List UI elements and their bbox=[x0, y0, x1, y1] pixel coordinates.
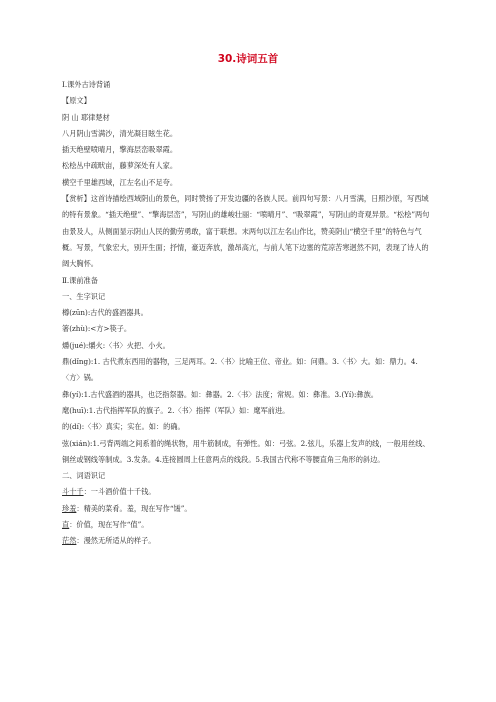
poem-title: 阴 山 耶律楚材 bbox=[62, 112, 110, 122]
vocab-item bbox=[62, 501, 434, 517]
vocab-term: 直 bbox=[62, 520, 70, 530]
vocab-item bbox=[62, 533, 434, 549]
char-item: 箸(zhù):<方>筷子。 bbox=[62, 324, 132, 334]
subheading-characters: 一、生字识记 bbox=[62, 291, 106, 301]
subheading-vocabulary: 二、词语识记 bbox=[62, 471, 106, 481]
poem-line: 插天绝壁喷晴月，擎海层峦吸翠霞。 bbox=[62, 145, 178, 155]
appreciation-label: 【赏析】 bbox=[62, 194, 91, 204]
document-title: 30.诗词五首 bbox=[217, 53, 279, 65]
vocab-definition: ：价值，现在写作“值”。 bbox=[69, 520, 149, 530]
section-heading-1: Ⅰ.课外古诗背诵 bbox=[62, 80, 111, 89]
poem-line: 八月阴山雪满沙，清光凝目眩生花。 bbox=[62, 128, 178, 138]
char-item: 爝(jué):爝火:〈书〉火把、小火。 bbox=[62, 340, 170, 350]
vocab-definition: ：精美的菜肴。羞，现在写作“馐”。 bbox=[76, 503, 192, 513]
appreciation-paragraph bbox=[62, 191, 434, 272]
document-page bbox=[62, 52, 434, 550]
vocab-item bbox=[62, 484, 434, 500]
char-item: 的(dí):〈书〉真实；实在。如：的确。 bbox=[62, 422, 185, 432]
original-label: 【原文】 bbox=[62, 96, 91, 106]
vocab-term: 珍羞 bbox=[62, 503, 77, 513]
vocab-term: 茫然 bbox=[62, 536, 77, 546]
char-item: 鼎(dǐng):1. 古代煮东西用的器物，三足两耳。2.〈书〉比喻王位、帝业。如：问鼎。3.〈书〉大。如：鼎力。4.〈方〉锅。 bbox=[62, 357, 418, 383]
vocab-item bbox=[62, 517, 434, 533]
char-item: 弦(xián):1.弓背两端之间系着的绳状物，用牛筋制成，有弹性。如：弓弦。2.弦儿，乐器上发声的线，一般用丝线、铜丝或钢线等制成。3.发条。4.连接圆周上任意两点的线段。5.我国古代称不等腰直角三角形的斜边。 bbox=[62, 438, 430, 464]
char-item: 麾(huī):1.古代指挥军队的旗子。2.〈书〉指挥（军队）如：麾军前进。 bbox=[62, 405, 290, 415]
char-item: 樽(zūn):古代的盛酒器具。 bbox=[62, 308, 148, 318]
poem-line: 松桧丛中疏畎亩，藤萝深处有人家。 bbox=[62, 161, 178, 171]
vocab-term: 斗十千 bbox=[62, 487, 84, 497]
section-heading-2: Ⅱ.课前准备 bbox=[62, 275, 98, 285]
char-item: 彝(yí):1.古代盛酒的器具，也泛指祭器。如：彝器。2.〈书〉法度；常规。如：彝准。3.(Yí):彝族。 bbox=[62, 389, 378, 399]
poem-line: 横空千里雄西域，江左名山不足夸。 bbox=[62, 177, 178, 187]
vocab-definition: ：一斗酒价值十千钱。 bbox=[83, 487, 156, 497]
appreciation-text: 这首诗描绘西域阴山的景色，同时赞扬了开发边疆的各族人民。前四句写景：八月雪满，日照沙原，写西域的特有景象。“插天绝壁”、“擎海层峦”，写阴山的雄峻壮丽：“喷晴月”、“吸翠霞”，写阴山的奇观异景。“松桧”两句由景及人，从侧面显示阴山人民的勤劳勇敢，富于联想。末两句以江左名山作比，赞美阴山“横空千里”的特色与气概。写景，气象宏大，别开生面；抒情，豪迈奔放，激昂高亢，与前人笔下边塞的荒凉苦寒迥然不同，表现了诗人的阔大胸怀。 bbox=[62, 194, 430, 269]
vocab-definition: ：漫然无所适从的样子。 bbox=[76, 536, 156, 546]
